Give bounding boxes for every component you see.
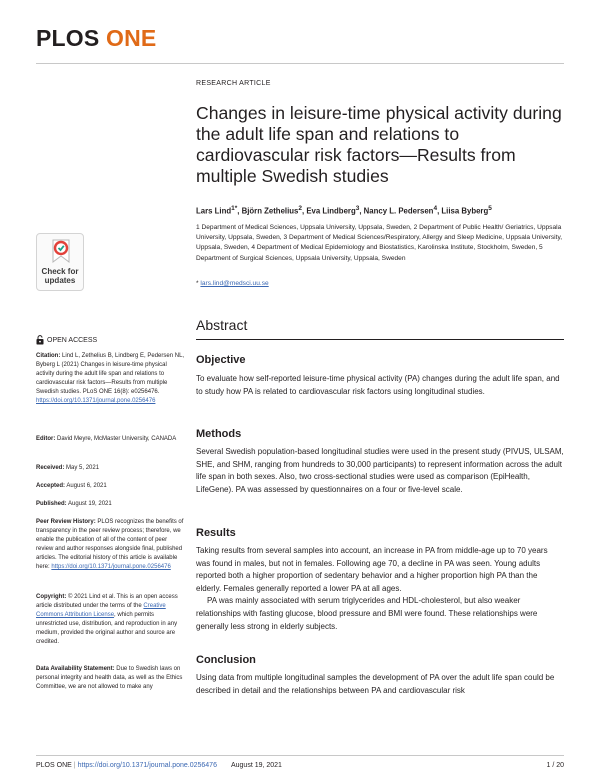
journal-logo-one: ONE — [106, 25, 157, 51]
affiliations: 1 Department of Medical Sciences, Uppsala University, Uppsala, Sweden, 2 Department of Public Health/ Geriatrics, Uppsala University, Uppsala, Sweden, 3 Department of Medical Sciences/Respiratory, Allergy and Sleep Medicine, Uppsala University, Uppsala, Sweden, 4 Department of Medical Epidemiology and Biostatistics, Karolinska Institute, Stockholm, Sweden, 5 Department of Surgical Sciences, Uppsala University, Uppsala, Sweden — [196, 224, 563, 262]
author-name: Björn Zethelius — [241, 206, 299, 216]
open-access-label — [36, 335, 186, 345]
peer-review-label: Peer Review History: — [36, 519, 96, 525]
results-text — [196, 545, 564, 633]
objective-text: To evaluate how self-reported leisure-time physical activity (PA) changes during the adult life span, and to study how PA is related to cardiovascular risk factors using longitudinal studies. — [196, 374, 560, 396]
methods-text: Several Swedish population-based longitudinal studies were used in the present study (PIVUS, ULSAM, SHE, and SHM, ranging from hundreds to 30,000 participants) to represent information across the adult life span in both sexes. Also, two cross-sectional studies were used as comparison (EpiHealth, LifeGene). PA was assessed by questionnaires on a four or five-level scale. — [196, 447, 564, 494]
email-link[interactable]: lars.lind@medsci.uu.se — [200, 280, 269, 287]
copyright-text-1: © 2021 Lind et al. This is an open access article distributed under the terms of the — [36, 594, 178, 609]
received-label: Received: — [36, 465, 65, 471]
author-affiliation-mark: 4 — [433, 205, 438, 212]
received-block — [36, 464, 186, 473]
footer-date: August 19, 2021 — [230, 762, 282, 769]
author-name: Lars Lind — [196, 206, 232, 216]
abstract-divider — [196, 339, 564, 340]
copyright-block — [36, 593, 186, 647]
badge-line-1: Check for — [41, 267, 79, 276]
editor-block — [36, 435, 186, 444]
accepted-label: Accepted: — [36, 483, 66, 489]
published-label: Published: — [36, 501, 67, 507]
citation-block — [36, 352, 186, 406]
citation-doi-link[interactable]: https://doi.org/10.1371/journal.pone.0256476 — [36, 398, 156, 404]
journal-logo — [36, 27, 156, 50]
page-number: 1 / 20 — [546, 762, 564, 769]
article-title: Changes in leisure-time physical activity during the adult life span and relations to cardiovascular risk factors—Results from multiple Swedish studies — [196, 103, 562, 186]
bookmark-icon — [52, 239, 70, 263]
published-block — [36, 500, 186, 509]
conclusion-text: Using data from multiple longitudinal samples the development of PA over the adult life span could be described in detail and the relationships between PA and cardiovascular risk — [196, 673, 555, 695]
copyright-text-2: , which permits unrestricted use, distribution, and reproduction in any medium, provided the original author and source are credited. — [36, 612, 178, 645]
citation-text: Lind L, Zethelius B, Lindberg E, Pedersen NL, Byberg L (2021) Changes in leisure-time physical activity during the adult life span and relations to cardiovascular risk factors—Results from multiple Swedish studies. PLoS ONE 16(8): e0256476. — [36, 353, 185, 395]
citation-label: Citation: — [36, 353, 61, 359]
accepted-date: August 6, 2021 — [66, 483, 107, 489]
open-access-text: OPEN ACCESS — [47, 336, 98, 344]
editor-text: David Meyre, McMaster University, CANADA — [57, 436, 177, 442]
page-footer — [36, 762, 564, 769]
abstract-heading: Abstract — [196, 317, 248, 333]
footer-divider — [36, 755, 564, 756]
results-heading: Results — [196, 527, 236, 539]
open-lock-icon — [36, 335, 44, 345]
author-affiliation-mark: 2 — [298, 205, 302, 212]
published-date: August 19, 2021 — [68, 501, 112, 507]
results-paragraph-2: PA was mainly associated with serum triglycerides and HDL-cholesterol, but also weaker relationships with fasting glucose, blood pressure and BMI were found. These relationships were generally less strong in elderly subjects. — [196, 596, 538, 631]
author-name: Eva Lindberg — [306, 206, 356, 216]
corresponding-email — [196, 280, 564, 287]
check-for-updates-badge[interactable] — [36, 233, 84, 291]
editor-label: Editor: — [36, 436, 56, 442]
author-affiliation-mark: 1* — [231, 205, 238, 212]
peer-review-link[interactable]: https://doi.org/10.1371/journal.pone.0256476 — [51, 564, 171, 570]
author-name: Nancy L. Pedersen — [363, 206, 434, 216]
header-divider — [36, 63, 564, 64]
cc-license-link[interactable]: Creative Commons Attribution License — [36, 603, 166, 618]
results-paragraph-1: Taking results from several samples into account, an increase in PA from middle-age up to 70 years was found in males, but not in females. Following age 70, a decline in PA was seen. Young adults reported both a higher proportion of sedentary behavior and a higher proportion high PA than the elderly. Females generally reported a lower PA at all ages. — [196, 546, 548, 593]
author-affiliation-mark: 3 — [355, 205, 360, 212]
received-date: May 5, 2021 — [66, 465, 100, 471]
methods-heading: Methods — [196, 428, 242, 440]
objective-heading: Objective — [196, 354, 246, 366]
footer-separator: | — [73, 762, 76, 769]
data-availability-block — [36, 665, 186, 692]
email-mark: * — [196, 280, 199, 287]
accepted-block — [36, 482, 186, 491]
data-availability-text: Due to Swedish laws on personal integrity and health data, as well as the Ethics Committee, we are not allowed to make any — [36, 666, 183, 690]
peer-review-text: PLOS recognizes the benefits of transparency in the peer review process; therefore, we enable the publication of all of the content of peer review and author responses alongside final, published articles. The editorial history of this article is available here: — [36, 519, 184, 570]
article-type: RESEARCH ARTICLE — [196, 80, 271, 87]
author-affiliation-mark: 5 — [488, 205, 492, 212]
copyright-label: Copyright: — [36, 594, 67, 600]
author-list: Lars Lind$^{1*}$, Björn Zethelius$^2$, Eva Lindberg$^3$, Nancy L. Pedersen$^4$, Liisa Byberg$^5$ — [196, 205, 492, 216]
peer-review-block — [36, 518, 186, 572]
badge-line-2: updates — [44, 276, 76, 285]
data-availability-label: Data Availability Statement: — [36, 666, 115, 672]
footer-journal: PLOS ONE — [36, 762, 72, 769]
footer-doi-link[interactable]: https://doi.org/10.1371/journal.pone.0256476 — [77, 762, 217, 769]
conclusion-heading: Conclusion — [196, 654, 256, 666]
journal-logo-plos: PLOS — [36, 25, 100, 51]
author-name: Liisa Byberg — [441, 206, 489, 216]
